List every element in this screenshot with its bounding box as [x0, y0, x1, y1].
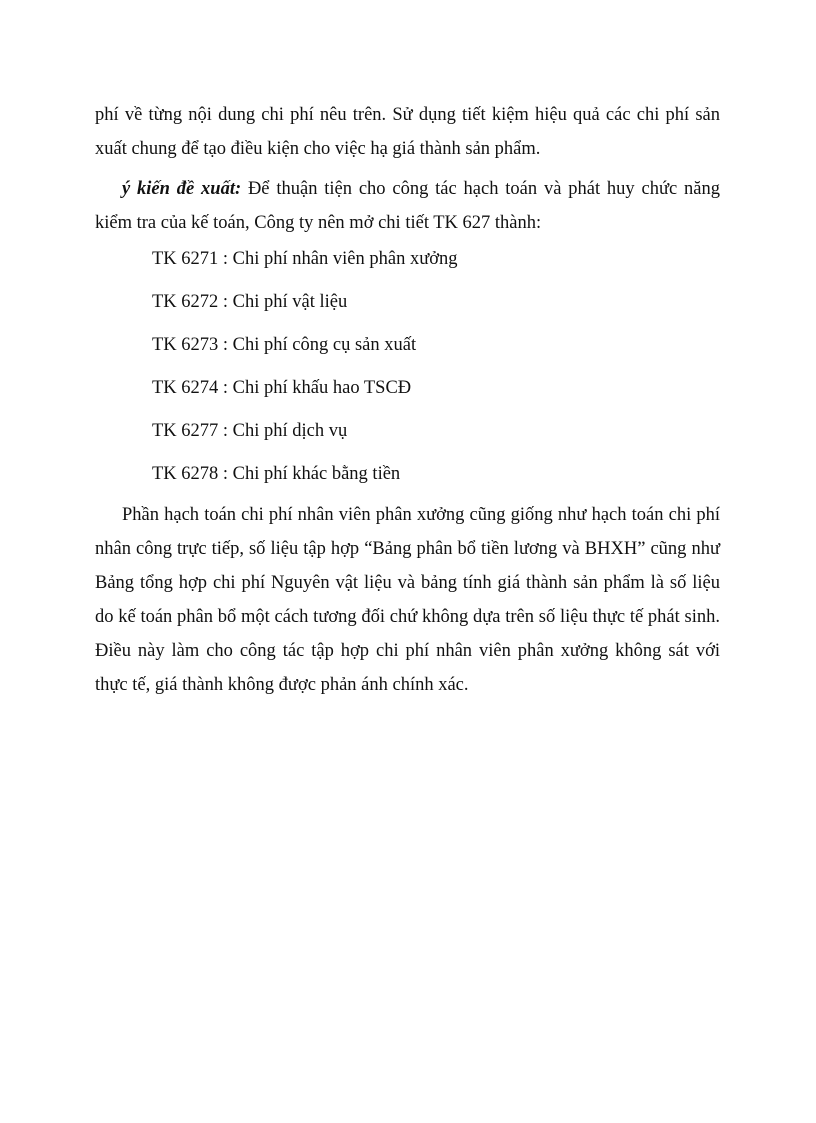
account-item-6271: TK 6271 : Chi phí nhân viên phân xưởng: [152, 249, 458, 269]
proposal-paragraph: [95, 172, 720, 240]
account-item-6278: TK 6278 : Chi phí khác bằng tiền: [152, 464, 401, 484]
proposal-lead: ý kiến đề xuất:: [122, 179, 242, 199]
account-item-6273: TK 6273 : Chi phí công cụ sản xuất: [152, 335, 417, 355]
account-list: [95, 242, 720, 500]
account-item-6274: TK 6274 : Chi phí khấu hao TSCĐ: [152, 378, 412, 398]
assessment-paragraph: Phần hạch toán chi phí nhân viên phân xưởng cũng giống như hạch toán chi phí nhân công trực tiếp, số liệu tập hợp “Bảng phân bổ tiền lương và BHXH” cũng như Bảng tổng hợp chi phí Nguyên vật liệu và bảng tính giá thành sản phẩm là số liệu do kế toán phân bổ một cách tương đối chứ không dựa trên số liệu thực tế phát sinh. Điều này làm cho công tác tập hợp chi phí nhân viên phân xưởng không sát với thực tế, giá thành không được phản ánh chính xác.: [95, 505, 720, 695]
account-item-6277: TK 6277 : Chi phí dịch vụ: [152, 421, 348, 441]
document-body: [95, 98, 720, 702]
proposal-text: Để thuận tiện cho công tác hạch toán và phát huy chức năng kiểm tra của kế toán, Công ty nên mở chi tiết TK 627 thành:: [95, 179, 720, 233]
paragraph-continuation: phí về từng nội dung chi phí nêu trên. Sử dụng tiết kiệm hiệu quả các chi phí sản xuất chung để tạo điều kiện cho việc hạ giá thành sản phẩm.: [95, 105, 720, 159]
account-item-6272: TK 6272 : Chi phí vật liệu: [152, 292, 348, 312]
